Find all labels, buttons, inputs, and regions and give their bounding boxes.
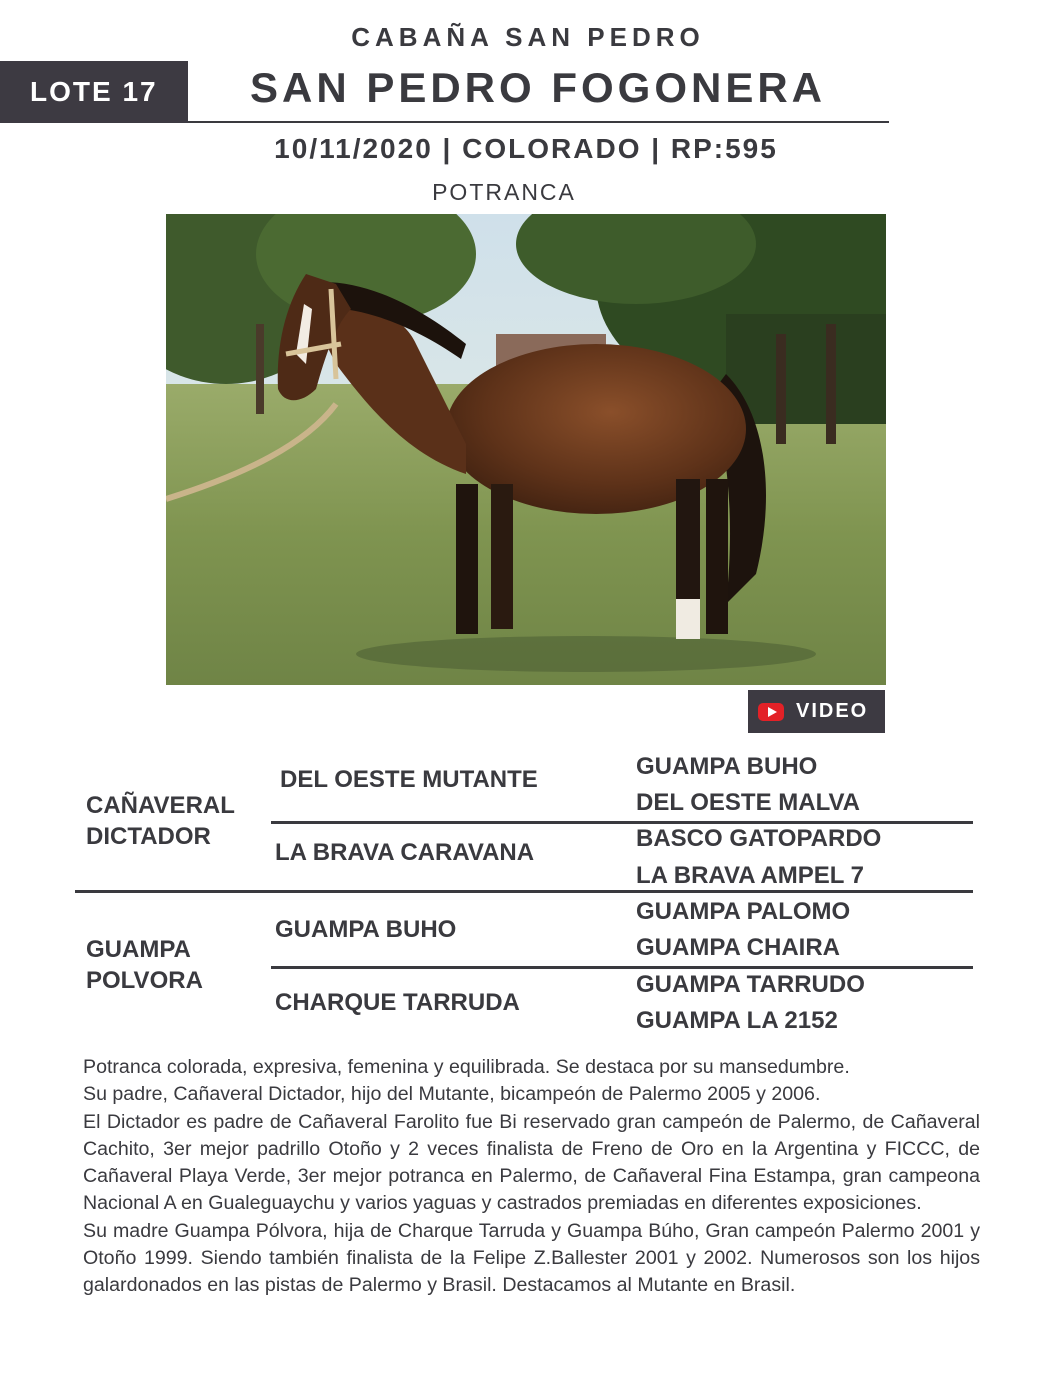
great-grandparent: GUAMPA TARRUDO: [636, 971, 865, 998]
description-paragraph: El Dictador es padre de Cañaveral Farolito fue Bi reservado gran campeón de Palermo, de Cañaveral Cachito, 3er mejor padrillo Otoño y 2 veces finalista de Freno de Oro en la Argentina y FICCC, de Cañaveral Playa Verde, 3er mejor potranca en Palermo, de Cañaveral Fina Estampa, gran campeona Nacional A en Gualeguaychu y varios yaguas y castrados premiadas en diferentes exposiciones.: [83, 1110, 980, 1215]
dam-sire-name: GUAMPA BUHO: [275, 916, 457, 943]
sire-dam-name: LA BRAVA CARAVANA: [275, 839, 535, 866]
video-button[interactable]: [748, 690, 885, 733]
horse-category: POTRANCA: [432, 179, 576, 205]
description-paragraph: Potranca colorada, expresiva, femenina y equilibrada. Se destaca por su mansedumbre.: [83, 1056, 850, 1078]
great-grandparent: BASCO GATOPARDO: [636, 825, 882, 852]
description-paragraph: Su padre, Cañaveral Dictador, hijo del Mutante, bicampeón de Palermo 2005 y 2006.: [83, 1083, 821, 1106]
great-grandparent: LA BRAVA AMPEL 7: [636, 862, 865, 889]
great-grandparent: GUAMPA BUHO: [636, 753, 818, 780]
description: [83, 1054, 980, 1300]
sire-name: CAÑAVERAL DICTADOR: [86, 792, 235, 850]
youtube-play-icon: [758, 703, 784, 721]
great-grandparent: GUAMPA PALOMO: [636, 898, 851, 925]
pedigree-divider: [75, 890, 973, 893]
dam-dam-name: CHARQUE TARRUDA: [275, 989, 520, 1016]
breeder-name: CABAÑA SAN PEDRO: [351, 22, 705, 52]
great-grandparent: DEL OESTE MALVA: [636, 789, 861, 816]
great-grandparent: GUAMPA CHAIRA: [636, 934, 840, 961]
horse-photo: [166, 214, 886, 685]
sire-sire-name: DEL OESTE MUTANTE: [280, 766, 538, 793]
horse-details: 10/11/2020 | COLORADO | RP:595: [274, 133, 778, 164]
pedigree-divider: [271, 966, 973, 969]
great-grandparent: GUAMPA LA 2152: [636, 1007, 838, 1034]
description-paragraph: Su madre Guampa Pólvora, hija de Charque Tarruda y Guampa Búho, Gran campeón Palermo 2001 y Otoño 1999. Siendo también finalista de la Felipe Z.Ballester 2001 y 2002. Numerosos son los hijos galardonados en las pistas de Palermo y Brasil. Destacamos al Mutante en Brasil.: [83, 1219, 980, 1297]
horse-name: SAN PEDRO FOGONERA: [249, 64, 827, 111]
video-button-label: VIDEO: [796, 700, 869, 722]
pedigree-divider: [271, 821, 973, 824]
title-divider: [188, 121, 889, 123]
dam-name: GUAMPA POLVORA: [86, 936, 203, 994]
lot-badge: LOTE 17: [0, 61, 188, 123]
